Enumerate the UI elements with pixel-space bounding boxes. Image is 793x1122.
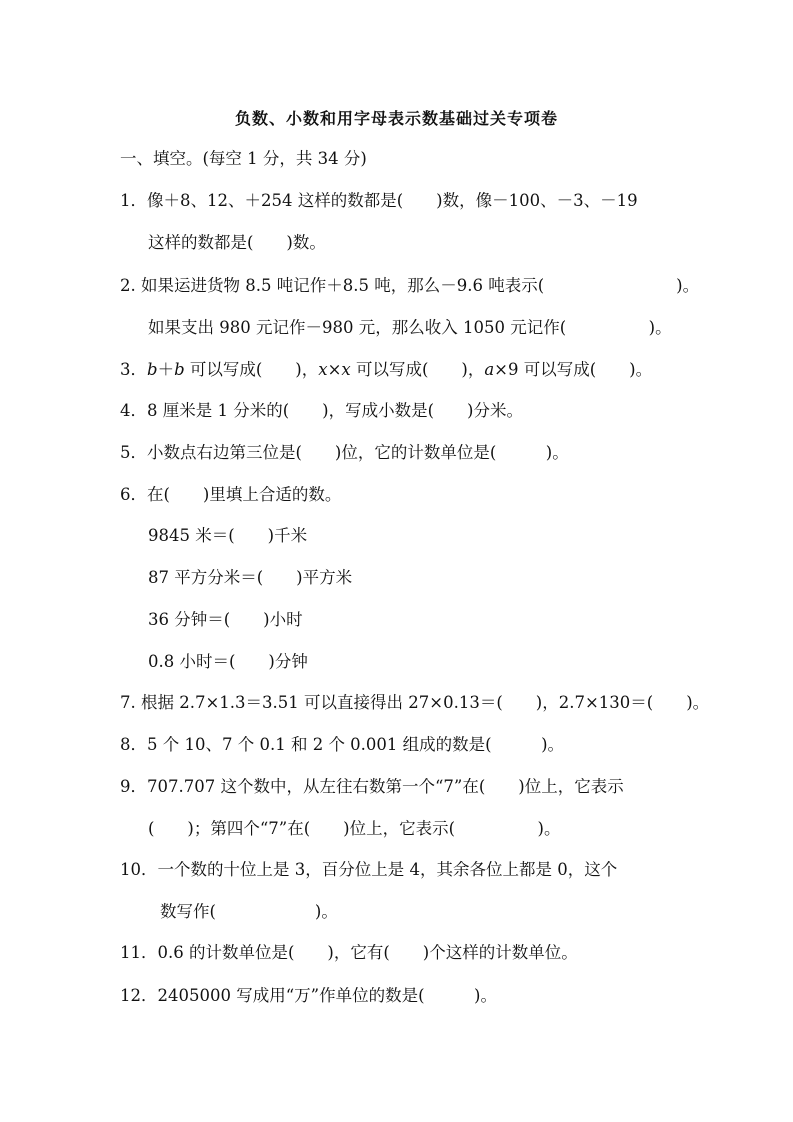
question-6-row-4: 0.8 小时＝( )分钟 <box>148 652 308 671</box>
page-title: 负数、小数和用字母表示数基础过关专项卷 <box>234 109 558 128</box>
question-11: 11．0.6 的计数单位是( )，它有( )个这样的计数单位。 <box>120 943 578 962</box>
variable-b: b <box>174 360 185 379</box>
question-5: 5．小数点右边第三位是( )位，它的计数单位是( )。 <box>120 443 569 462</box>
variable-x: x <box>341 360 351 379</box>
question-3 <box>120 359 652 381</box>
question-7: 7. 根据 2.7×1.3＝3.51 可以直接得出 27×0.13＝( )，2.7×130＝( )。 <box>120 693 710 712</box>
question-1-line-2: 这样的数都是( )数。 <box>148 233 326 252</box>
times-sign: × <box>327 360 342 379</box>
question-6-row-2: 87 平方分米＝( )平方米 <box>148 568 353 587</box>
question-3-number: 3． <box>120 360 147 379</box>
plus-sign: ＋ <box>157 360 175 379</box>
question-10-line-1: 10．一个数的十位上是 3，百分位上是 4，其余各位上都是 0，这个 <box>120 860 618 879</box>
question-4: 4．8 厘米是 1 分米的( )，写成小数是( )分米。 <box>120 401 523 420</box>
section-heading: 一、填空。(每空 1 分，共 34 分) <box>120 149 367 168</box>
question-6-line-1: 6．在( )里填上合适的数。 <box>120 485 342 504</box>
question-12: 12．2405000 写成用“万”作单位的数是( )。 <box>120 986 497 1005</box>
question-3-text-2: 可以写成( )， <box>350 360 485 379</box>
question-6-row-3: 36 分钟＝( )小时 <box>148 610 303 629</box>
variable-a: a <box>484 360 495 379</box>
variable-b: b <box>147 360 158 379</box>
question-3-text-3: ×9 可以写成( )。 <box>494 360 653 379</box>
question-9-line-1: 9．707.707 这个数中，从左往右数第一个“7”在( )位上，它表示 <box>120 777 624 796</box>
question-6-row-1: 9845 米＝( )千米 <box>148 526 308 545</box>
question-10-line-2: 数写作( )。 <box>160 902 338 921</box>
question-1-line-1: 1．像＋8、12、＋254 这样的数都是( )数，像－100、－3、－19 <box>120 191 638 210</box>
question-8: 8．5 个 10、7 个 0.1 和 2 个 0.001 组成的数是( )。 <box>120 735 565 754</box>
question-9-line-2: ( )；第四个“7”在( )位上，它表示( )。 <box>148 819 561 838</box>
question-2-line-1: 2. 如果运进货物 8.5 吨记作＋8.5 吨，那么－9.6 吨表示( )。 <box>120 276 700 295</box>
variable-x: x <box>318 360 328 379</box>
question-2-line-2: 如果支出 980 元记作－980 元，那么收入 1050 元记作( )。 <box>148 318 672 337</box>
question-3-text-1: 可以写成( )， <box>184 360 319 379</box>
